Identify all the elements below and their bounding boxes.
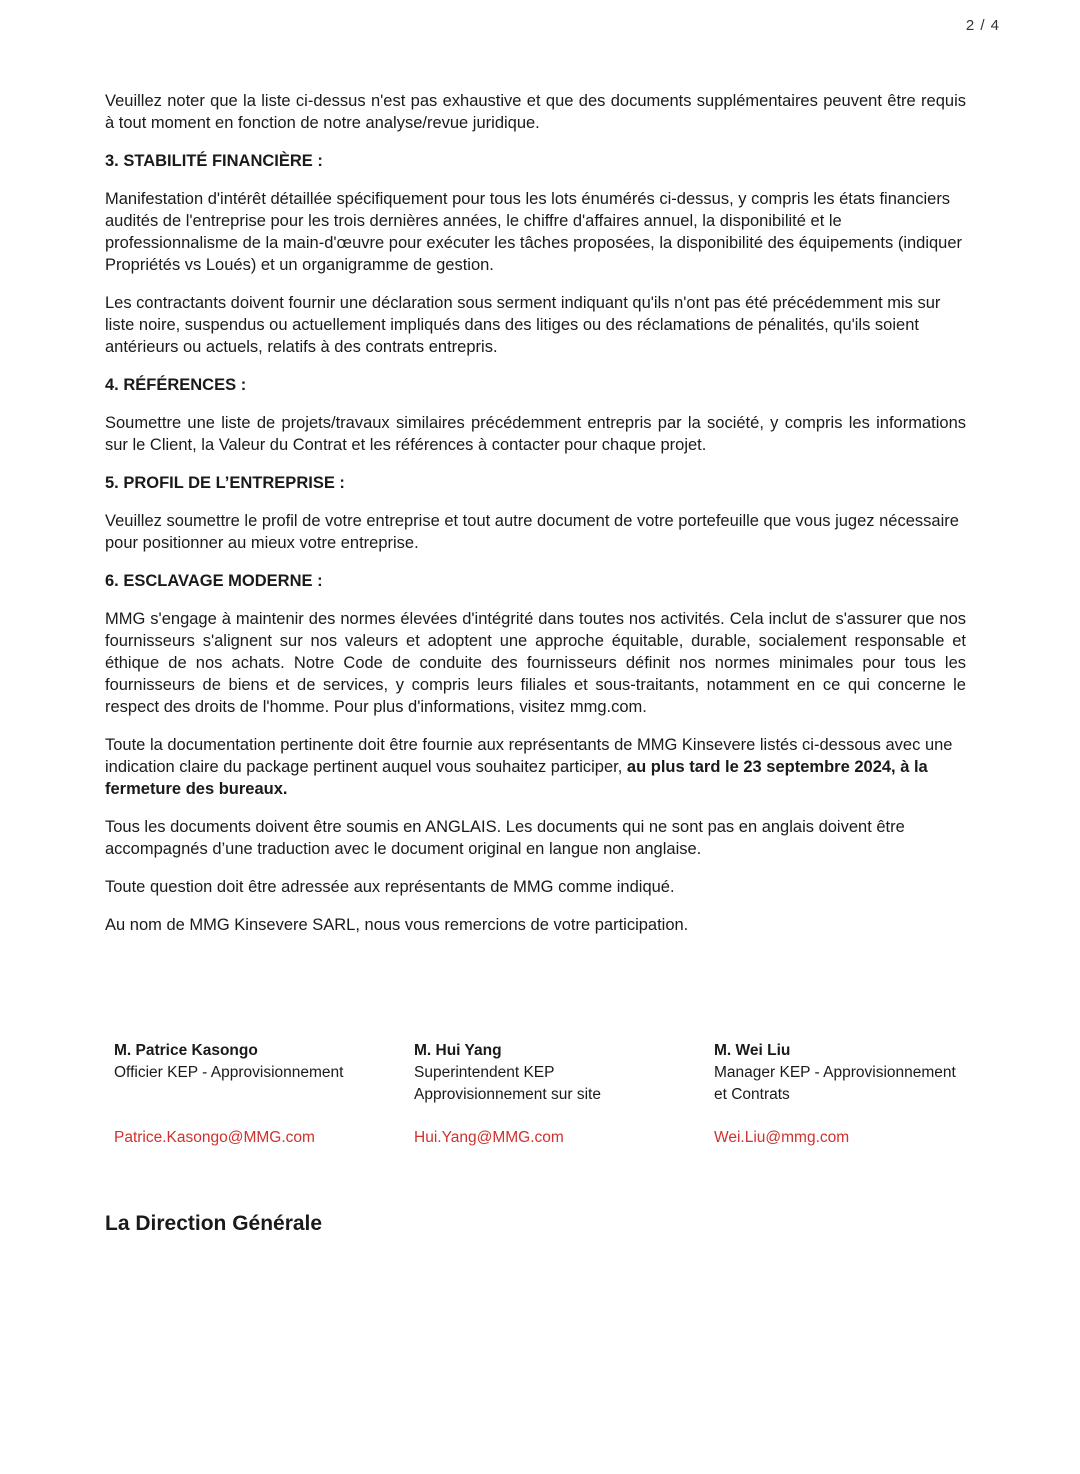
intro-note: Veuillez noter que la liste ci-dessus n'est pas exhaustive et que des documents supplémentaires peuvent être requis à tout moment en fonction de notre analyse/revue juridique. — [105, 92, 966, 132]
signatory-email-link[interactable]: Wei.Liu@mmg.com — [714, 1129, 850, 1146]
questions-note: Toute question doit être adressée aux représentants de MMG comme indiqué. — [105, 878, 675, 896]
page-number: 2 / 4 — [965, 17, 1000, 34]
closing-title: La Direction Générale — [105, 1212, 323, 1235]
document-body — [105, 90, 966, 952]
signatory-title-line-2: et Contrats — [714, 1086, 790, 1103]
signatory-email-link[interactable]: Patrice.Kasongo@MMG.com — [114, 1129, 315, 1146]
financial-paragraph-2: Les contractants doivent fournir une déclaration sous serment indiquant qu'ils n'ont pas été précédemment mis sur liste noire, suspendus ou actuellement impliqués dans des litiges ou des réclamations de pénalités, qu'ils soient antérieurs ou actuels, relatifs à des contrats entrepris. — [105, 294, 941, 356]
section-heading-slavery: 6. ESCLAVAGE MODERNE : — [105, 572, 323, 590]
signatory-title-line-2: Approvisionnement sur site — [414, 1086, 601, 1103]
section-heading-profile: 5. PROFIL DE L’ENTREPRISE : — [105, 474, 345, 492]
signatory-name: M. Patrice Kasongo — [114, 1042, 258, 1059]
signatories-block — [114, 1040, 1014, 1160]
submission-deadline: au plus tard le 23 septembre 2024, à la fermeture des bureaux. — [105, 758, 928, 798]
section-heading-references: 4. RÉFÉRENCES : — [105, 376, 247, 394]
signatory-yang — [414, 1040, 674, 1146]
references-paragraph: Soumettre une liste de projets/travaux similaires précédemment entrepris par la société, y compris les informations sur le Client, la Valeur du Contrat et les références à contacter pour chaque projet. — [105, 414, 966, 454]
signatory-kasongo — [114, 1040, 394, 1146]
signatory-title: Superintendent KEP — [414, 1064, 555, 1081]
signatory-title: Officier KEP - Approvisionnement — [114, 1064, 344, 1081]
profile-paragraph: Veuillez soumettre le profil de votre entreprise et tout autre document de votre portefeuille que vous jugez nécessaire pour positionner au mieux votre entreprise. — [105, 512, 959, 552]
signatory-liu — [714, 1040, 1004, 1146]
submission-paragraph — [105, 734, 966, 800]
language-note: Tous les documents doivent être soumis en ANGLAIS. Les documents qui ne sont pas en anglais doivent être accompagnés d’une traduction avec le document original en langue non anglaise. — [105, 818, 905, 858]
signatory-name: M. Wei Liu — [714, 1042, 791, 1059]
slavery-paragraph: MMG s'engage à maintenir des normes élevées d'intégrité dans toutes nos activités. Cela inclut de s'assurer que nos fournisseurs s'alignent sur nos valeurs et adoptent une approche équitable, durable, socialement responsable et éthique de nos achats. Notre Code de conduite des fournisseurs définit nos normes minimales pour tous les fournisseurs de biens et de services, y compris leurs filiales et sous-traitants, notamment en ce qui concerne le respect des droits de l'homme. Pour plus d'informations, visitez mmg.com. — [105, 610, 966, 716]
signatory-email-link[interactable]: Hui.Yang@MMG.com — [414, 1129, 564, 1146]
submission-text: Toute la documentation pertinente doit être fournie aux représentants de MMG Kinsevere listés ci-dessous avec une indication claire du package pertinent auquel vous souhaitez participer, — [105, 736, 953, 776]
signatory-title: Manager KEP - Approvisionnement — [714, 1064, 956, 1081]
financial-paragraph-1: Manifestation d'intérêt détaillée spécifiquement pour tous les lots énumérés ci-dessus, y compris les états financiers audités de l'entreprise pour les trois dernières années, le chiffre d'affaires annuel, la disponibilité et le professionnalisme de la main-d'œuvre pour exécuter les tâches proposées, la disponibilité des équipements (indiquer Propriétés vs Loués) et un organigramme de gestion. — [105, 190, 963, 274]
thanks-note: Au nom de MMG Kinsevere SARL, nous vous remercions de votre participation. — [105, 916, 689, 934]
signatory-name: M. Hui Yang — [414, 1042, 502, 1059]
section-heading-financial: 3. STABILITÉ FINANCIÈRE : — [105, 152, 323, 170]
